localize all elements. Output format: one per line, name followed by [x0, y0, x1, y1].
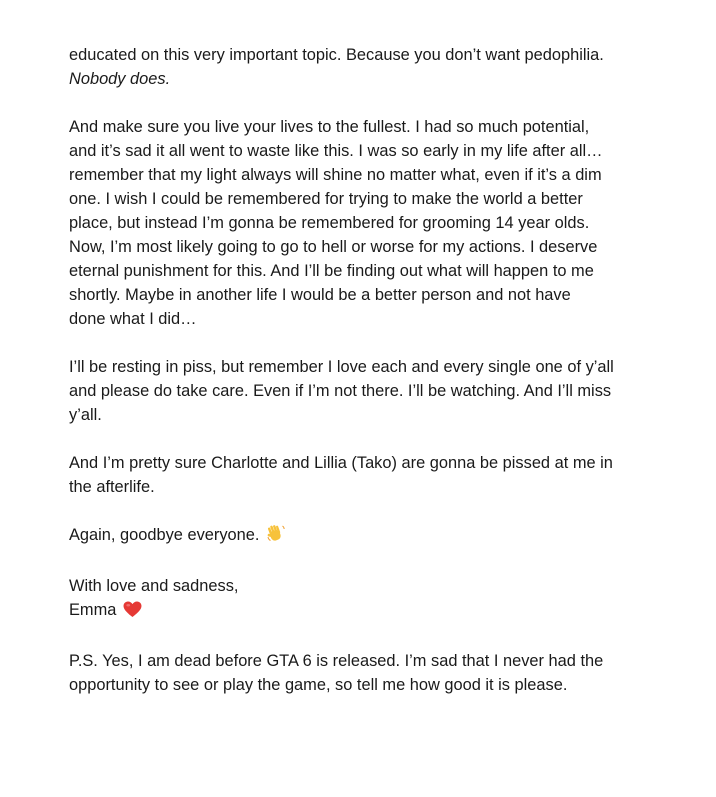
paragraph-4: [69, 451, 659, 499]
waving-hand-icon: [266, 523, 286, 550]
paragraph-2: [69, 115, 659, 331]
paragraph-3: [69, 355, 659, 427]
text-line: Now, I’m most likely going to go to hell or worse for my actions. I deserve: [69, 238, 598, 256]
text-line: place, but instead I’m gonna be remembered for grooming 14 year olds.: [69, 214, 590, 232]
text-line-italic: Nobody does.: [69, 70, 171, 88]
text-line: shortly. Maybe in another life I would be a better person and not have: [69, 286, 571, 304]
text-line: done what I did…: [69, 310, 197, 328]
paragraph-5: [69, 523, 659, 550]
text-line: remember that my light always will shine no matter what, even if it’s a dim: [69, 166, 602, 184]
paragraph-7: [69, 649, 659, 697]
text-line: and please do take care. Even if I’m not there. I’ll be watching. And I’ll miss: [69, 382, 612, 400]
text-line: one. I wish I could be remembered for trying to make the world a better: [69, 190, 583, 208]
text-line: y’all.: [69, 406, 102, 424]
text-line: eternal punishment for this. And I’ll be finding out what will happen to me: [69, 262, 594, 280]
text-line: And I’m pretty sure Charlotte and Lillia (Tako) are gonna be pissed at me in: [69, 454, 613, 472]
red-heart-icon: [123, 601, 142, 625]
paragraph-1: [69, 43, 659, 91]
closing-line: With love and sadness,: [69, 577, 239, 595]
text-line: and it’s sad it all went to waste like this. I was so early in my life after all…: [69, 142, 603, 160]
text-line: [69, 523, 659, 550]
signature-line: [69, 598, 659, 625]
goodbye-text: Again, goodbye everyone.: [69, 526, 260, 544]
document-body: [69, 43, 659, 721]
paragraph-6: [69, 574, 659, 625]
text-line: P.S. Yes, I am dead before GTA 6 is released. I’m sad that I never had the: [69, 652, 604, 670]
signature-name: Emma: [69, 601, 117, 619]
text-line: educated on this very important topic. Because you don’t want pedophilia.: [69, 46, 604, 64]
text-line: the afterlife.: [69, 478, 155, 496]
text-line: opportunity to see or play the game, so tell me how good it is please.: [69, 676, 568, 694]
text-line: And make sure you live your lives to the fullest. I had so much potential,: [69, 118, 590, 136]
text-line: I’ll be resting in piss, but remember I love each and every single one of y’all: [69, 358, 614, 376]
